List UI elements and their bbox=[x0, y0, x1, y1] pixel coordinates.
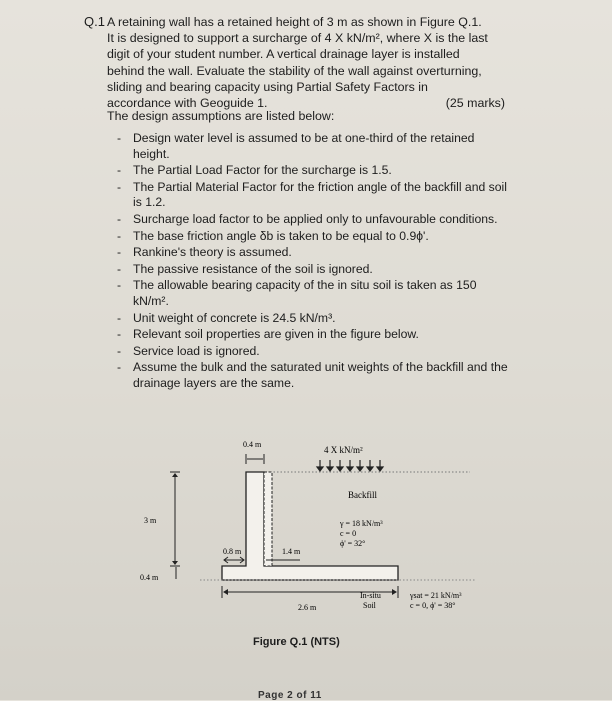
question-number: Q.1 bbox=[84, 14, 105, 29]
figure-caption: Figure Q.1 (NTS) bbox=[253, 636, 340, 648]
insitu-gamma: γsat = 21 kN/m³ bbox=[410, 591, 462, 600]
list-item bbox=[117, 262, 509, 278]
bullet-dash: - bbox=[117, 245, 122, 260]
list-item-text: Relevant soil properties are given in the figure below. bbox=[133, 327, 419, 342]
bullet-dash: - bbox=[117, 131, 122, 145]
retaining-wall-figure bbox=[140, 430, 480, 650]
list-item-text: Service load is ignored. bbox=[133, 343, 260, 358]
bullet-dash: - bbox=[117, 179, 122, 194]
top-width-label: 0.4 m bbox=[243, 440, 262, 449]
toe-width-dimension bbox=[224, 557, 244, 563]
assumptions-list bbox=[117, 131, 509, 393]
list-item-text: The base friction angle δb is taken to be equal to 0.9ϕ'. bbox=[133, 228, 429, 243]
question-intro bbox=[107, 14, 505, 111]
list-item-text: Design water level is assumed to be at one-third of the retained height. bbox=[133, 131, 475, 161]
list-item-text: Rankine's theory is assumed. bbox=[133, 245, 292, 260]
backfill-c: c = 0 bbox=[340, 529, 357, 538]
insitu-c-phi: c = 0, ϕ' = 38° bbox=[410, 601, 456, 610]
list-item-text: The Partial Material Factor for the friction angle of the backfill and soil is 1.2. bbox=[133, 179, 507, 210]
intro-line: A retaining wall has a retained height of 3 m as shown in Figure Q.1. bbox=[107, 15, 482, 29]
list-item bbox=[117, 344, 509, 360]
base-thickness-label: 0.4 m bbox=[140, 573, 159, 582]
intro-line: It is designed to support a surcharge of 4 X kN/m², where X is the last bbox=[107, 31, 488, 46]
list-item-text: Unit weight of concrete is 24.5 kN/m³. bbox=[133, 310, 336, 325]
heel-width-label: 1.4 m bbox=[282, 547, 301, 556]
bullet-dash: - bbox=[117, 278, 122, 293]
intro-line: digit of your student number. A vertical drainage layer is installed bbox=[107, 47, 460, 62]
bullet-dash: - bbox=[117, 163, 122, 178]
list-item bbox=[117, 278, 509, 309]
marks-label: (25 marks) bbox=[445, 96, 505, 111]
list-item bbox=[117, 180, 509, 211]
dim-arrow-left bbox=[223, 589, 228, 595]
list-item bbox=[117, 212, 509, 228]
toe-width-label: 0.8 m bbox=[223, 547, 242, 556]
list-item-text: The allowable bearing capacity of the in situ soil is taken as 150 kN/m². bbox=[133, 278, 477, 308]
list-item bbox=[117, 163, 509, 179]
bullet-dash: - bbox=[117, 228, 122, 243]
list-item-text: Assume the bulk and the saturated unit weights of the backfill and the drainage layers are the same. bbox=[133, 360, 508, 390]
intro-line: behind the wall. Evaluate the stability of the wall against overturning, bbox=[107, 63, 482, 78]
surcharge-label: 4 X kN/m² bbox=[324, 445, 363, 455]
height-dimension bbox=[170, 472, 180, 566]
top-width-dimension bbox=[246, 454, 264, 464]
height-label: 3 m bbox=[144, 516, 157, 525]
assumptions-heading: The design assumptions are listed below: bbox=[107, 109, 335, 123]
insitu-title: In-situ bbox=[360, 591, 381, 600]
dim-arrow-down bbox=[172, 561, 178, 565]
page-footer: Page 2 of 11 bbox=[258, 690, 322, 701]
base-width-label: 2.6 m bbox=[298, 603, 317, 612]
backfill-title: Backfill bbox=[348, 490, 377, 500]
list-item-text: Surcharge load factor to be applied only to unfavourable conditions. bbox=[133, 211, 498, 226]
list-item bbox=[117, 245, 509, 261]
bullet-dash: - bbox=[117, 327, 122, 342]
list-item bbox=[117, 311, 509, 327]
bullet-dash: - bbox=[117, 360, 122, 375]
surcharge-arrows bbox=[317, 460, 383, 471]
intro-line: accordance with Geoguide 1. bbox=[107, 96, 268, 111]
bullet-dash: - bbox=[117, 211, 122, 226]
backfill-gamma: γ = 18 kN/m³ bbox=[340, 519, 383, 528]
list-item-text: The Partial Load Factor for the surcharge is 1.5. bbox=[133, 163, 392, 178]
list-item bbox=[117, 229, 509, 245]
dim-arrow-up bbox=[172, 473, 178, 477]
bullet-dash: - bbox=[117, 261, 122, 276]
insitu-title-2: Soil bbox=[363, 601, 376, 610]
list-item bbox=[117, 360, 509, 391]
drainage-layer bbox=[264, 472, 272, 566]
intro-line: sliding and bearing capacity using Partial Safety Factors in bbox=[107, 79, 428, 94]
backfill-phi: ϕ' = 32° bbox=[340, 539, 366, 548]
list-item-text: The passive resistance of the soil is ignored. bbox=[133, 261, 373, 276]
dim-arrow-right bbox=[392, 589, 397, 595]
list-item bbox=[117, 327, 509, 343]
bullet-dash: - bbox=[117, 343, 122, 358]
list-item bbox=[117, 131, 509, 162]
bullet-dash: - bbox=[117, 310, 122, 325]
